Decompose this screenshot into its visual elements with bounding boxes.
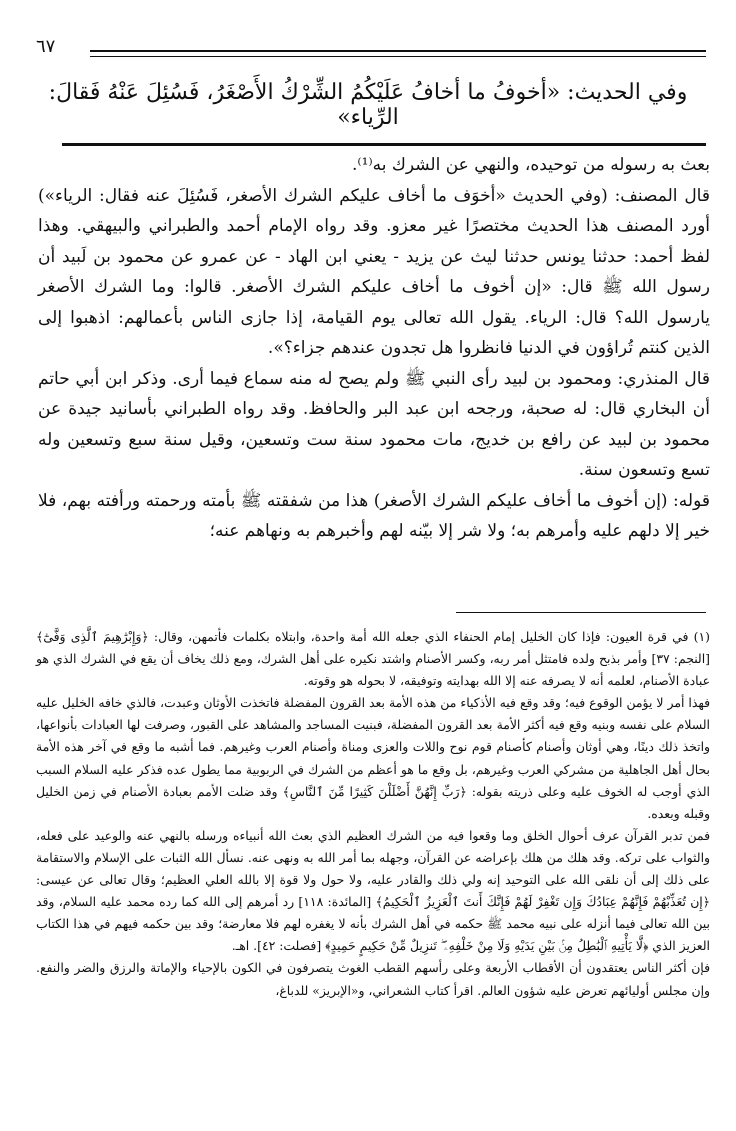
main-text — [38, 150, 710, 547]
body-paragraph: قال المصنف: (وفي الحديث «أخوَف ما أخاف عليكم الشرك الأصغر، فَسُئِلَ عنه فقال: الرياء») أورد المصنف هذا الحديث مختصرًا غير معزو. وقد رواه الإمام أحمد والطبراني والبيهقي. وهذا لفظ أحمد: حدثنا يونس حدثنا ليث عن يزيد - يعني ابن الهاد - عن عمرو عن محمود بن لَبيد أن رسول الله ﷺ قال: «إن أخوف ما أخاف عليكم الشرك الأصغر. قالوا: وما الشرك الأصغر يارسول الله؟ قال: الرياء. يقول الله تعالى يوم القيامة، إذا جازى الناس بأعمالهم: اذهبوا إلى الذين كنتم تُراؤون في الدنيا فانظروا هل تجدون عندهم جزاء؟». — [38, 185, 710, 358]
footnote-rule — [456, 612, 706, 613]
body-paragraph: قوله: (إن أخوف ما أخاف عليكم الشرك الأصغر) هذا من شفقته ﷺ بأمته ورحمته ورأفته بهم، فلا خير إلا دلهم عليه وأمرهم به؛ ولا شر إلا بيّنه لهم وأخبرهم به ونهاهم عنه؛ — [38, 490, 710, 541]
heading-rule — [62, 143, 706, 146]
page-number: ٦٧ — [36, 36, 56, 57]
header-rule — [90, 50, 706, 52]
body-paragraph: قال المنذري: ومحمود بن لبيد رأى النبي ﷺ ولم يصح له منه سماع فيما أرى. وذكر ابن أبي حاتم أن البخاري قال: له صحبة، ورجحه ابن عبد البر والحافظ. وقد رواه الطبراني بأسانيد جيدة عن محمود بن لبيد عن رافع بن خديج، مات محمود سنة ست وتسعين، وقيل سنة سبع وتسعين وله تسع وتسعون سنة. — [38, 368, 710, 480]
footnote-paragraph: فإن أكثر الناس يعتقدون أن الأقطاب الأربعة وعلى رأسهم القطب الغوث يتصرفون في الكون بالإحياء والإماتة والرزق والضر والنفع. وإن مجلس أوليائهم تعرض عليه شؤون العالم. اقرأ كتاب الشعراني، و«الإبريز» للدباغ، — [36, 960, 710, 998]
footnotes — [36, 626, 710, 1002]
body-paragraph: بعث به رسوله من توحيده، والنهي عن الشرك به⁽¹⁾. — [352, 155, 710, 175]
footnote-paragraph: فهذا أمر لا يؤمن الوقوع فيه؛ وقد وقع فيه الأذكياء من هذه الأمة بعد القرون المفضلة فاتخذت الأوثان وعبدت، فالذي خافه الخليل عليه السلام على نفسه وبنيه وقع فيه أكثر الأمة بعد القرون المفضلة، فبنيت المساجد والمشاهد على القبور، وصرفت لها العبادات بأنواعها، واتخذ ذلك دينًا، وهي أوثان وأصنام كأصنام قوم نوح واللات والعزى ومناة وأصنام العرب وغيرهم. فما أشبه ما وقع في آخر هذه الأمة بحال أهل الجاهلية من مشركي العرب وغيرهم، بل وقع ما هو أعظم من الشرك في الربوبية مما يطول عده فذكر عليه السلام السبب الذي أوجب له الخوف عليه وعلى ذريته بقوله: ﴿رَبِّ إِنَّهُنَّ أَضْلَلْنَ كَثِيرًا مِّنَ ٱلنَّاسِ﴾ وقد ضلت الأمم بعبادة الأصنام في زمن الخليل وقبله وبعده. — [36, 695, 710, 821]
footnote-paragraph: (١) في قرة العيون: فإذا كان الخليل إمام الحنفاء الذي جعله الله أمة واحدة، وابتلاه بكلمات فأتمهن، وقال: ﴿وَإِبْرَٰهِيمَ ٱلَّذِى وَفَّىٰٓ﴾ [النجم: ٣٧] وأمر بذبح ولده فامتثل أمر ربه، وكسر الأصنام واشتد نكيره على أهل الشرك، ومع ذلك يخاف أن يقع في الشرك الذي هو عبادة الأصنام، لعلمه أنه لا يصرفه عنه إلا الله بهدايته وتوفيقه، لا بحوله هو وقوته. — [36, 629, 710, 689]
footnote-paragraph: فمن تدبر القرآن عرف أحوال الخلق وما وقعوا فيه من الشرك العظيم الذي بعث الله أنبياءه ورسله بالنهي عنه والوعيد على فعله، والثواب على تركه. وقد هلك من هلك بإعراضه عن القرآن، وجهله بما أمر الله به ونهى عنه. نسأل الله الثبات على الإسلام والاستقامة على ذلك إلى أن نلقى الله على التوحيد إنه ولي ذلك والقادر عليه، ولا حول ولا قوة إلا بالله العلي العظيم؛ وقال تعالى عن عيسى: ﴿إِن تُعَذِّبْهُمْ فَإِنَّهُمْ عِبَادُكَ وَإِن تَغْفِرْ لَهُمْ فَإِنَّكَ أَنتَ ٱلْعَزِيزُ ٱلْحَكِيمُ﴾ [المائدة: ١١٨] رد أمرهم إلى الله كما رده محمد عليه السلام، وقد بين الله تعالى فيما أنزله على نبيه محمد ﷺ حكمه في أهل الشرك بأنه لا يغفره لهم فلا معارضة؛ وقد بين حكمه فيهم في هذا الكتاب العزيز الذي ﴿لَّا يَأْتِيهِ ٱلْبَٰطِلُ مِنۢ بَيْنِ يَدَيْهِ وَلَا مِنْ خَلْفِهِۦ ۖ تَنزِيلٌ مِّنْ حَكِيمٍ حَمِيدٍ﴾ [فصلت: ٤٢]. اهـ. — [36, 827, 711, 954]
hadith-heading: وفي الحديث: «أخوفُ ما أخافُ عَلَيْكُمُ الشِّرْكُ الأَصْغَرُ، فَسُئِلَ عَنْهُ فَقالَ: الرِّياء» — [48, 80, 688, 130]
header-rule-thin — [90, 56, 706, 57]
